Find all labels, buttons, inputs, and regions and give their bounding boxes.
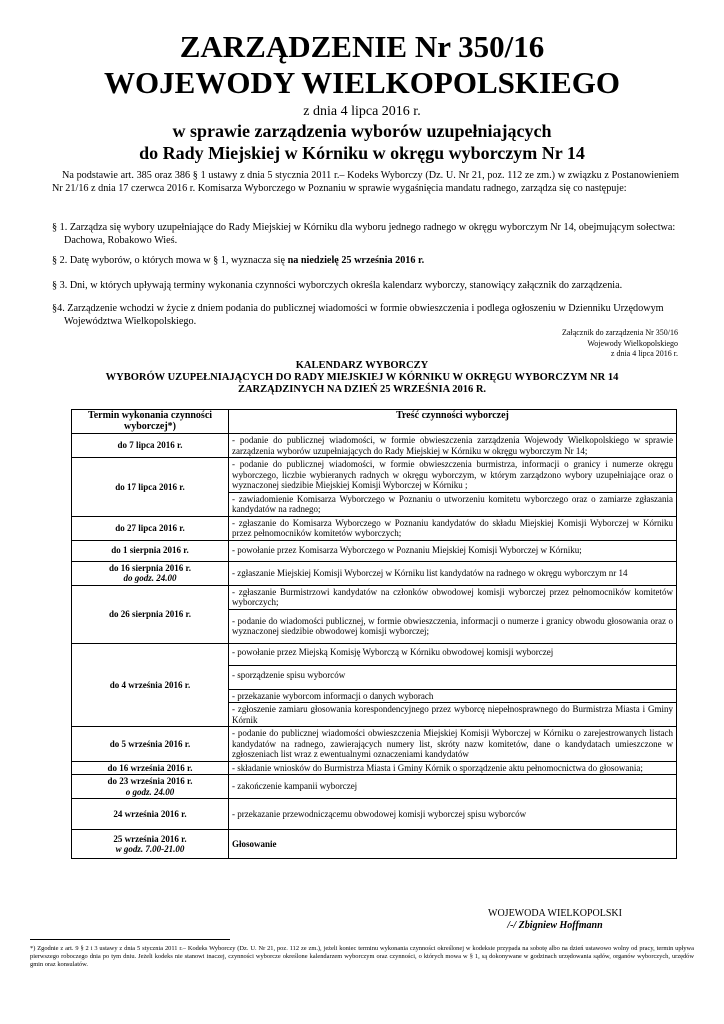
table-row	[72, 516, 677, 540]
subject-line-1: w sprawie zarządzenia wyborów uzupełniających	[172, 121, 552, 141]
paragraph-3: § 3. Dni, w których upływają terminy wykonania czynności wyborczych określa kalendarz wyborczy, stanowiący załącznik do zarządzenia.	[52, 280, 623, 291]
annex-line-2: Wojewody Wielkopolskiego	[587, 338, 678, 348]
footnote-divider	[30, 939, 230, 940]
table-row	[72, 434, 677, 458]
signature-block	[475, 908, 635, 932]
table-row	[72, 458, 677, 493]
activity-cell: - podanie do wiadomości publicznej, w formie obwieszczenia, informacji o numerze i granicy obwodu głosowania oraz o wyznaczonej siedzibie obwodowej komisji wyborczej;	[229, 609, 677, 643]
activity-cell: - zgłaszanie Burmistrzowi kandydatów na członków obwodowej komisji wyborczej przez pełnomocników komitetów wyborczych;	[229, 585, 677, 609]
intro-paragraph: Na podstawie art. 385 oraz 386 § 1 ustawy z dnia 5 stycznia 2011 r.– Kodeks Wyborczy (Dz. U. Nr 21, poz. 112 ze zm.) w związku z Postanowieniem Nr 21/16 z dnia 17 czerwca 2016 r. Komisarza Wyborczego w Poznaniu w sprawie wygaśnięcia mandatu radnego, zarządza się co następuje:	[52, 170, 679, 194]
table-row	[72, 830, 677, 859]
annex-note	[562, 328, 678, 360]
header-term: Termin wykonania czynności wyborczej*)	[72, 410, 229, 434]
table-row	[72, 799, 677, 830]
term-cell: do 1 sierpnia 2016 r.	[72, 540, 229, 561]
term-cell: do 7 lipca 2016 r.	[72, 434, 229, 458]
paragraph-1: § 1. Zarządza się wybory uzupełniające do Rady Miejskiej w Kórniku dla wyboru jednego radnego w okręgu wyborczym Nr 14, obejmującym sołectwa: Dachowa, Robakowo Wieś.	[52, 222, 676, 246]
signature-name: /-/ Zbigniew Hoffmann	[507, 920, 603, 931]
document-date: z dnia 4 lipca 2016 r.	[303, 104, 421, 119]
footnote: *) Zgodnie z art. 9 § 2 i 3 ustawy z dnia 5 stycznia 2011 r.– Kodeks Wyborczy (Dz. U. Nr 21, poz. 112 ze zm.), jeżeli koniec terminu wykonania czynności określonej w kodeksie przypada na sobotę albo na dzień ustawowo wolny od pracy, termin upływa pierwszego roboczego dnia po tym dniu. Jeżeli kodeks nie stanowi inaczej, czynności wyborcze określone kalendarzem wyborczym oraz czynności, o których mowa w § 1, są dokonywane w godzinach urzędowania sądów, organów wyborczych, urzędów gmin oraz konsulatów.	[30, 945, 694, 968]
calendar-title-3: ZARZĄDZINYCH NA DZIEŃ 25 WRZEŚNIA 2016 R.	[237, 384, 487, 395]
table-row	[72, 561, 677, 585]
election-date: na niedzielę 25 września 2016 r.	[287, 255, 425, 266]
term-cell	[72, 830, 229, 859]
table-row	[72, 643, 677, 666]
paragraph-2-text: § 2. Datę wyborów, o których mowa w § 1, wyznacza się	[52, 255, 288, 266]
annex-line-3: z dnia 4 lipca 2016 r.	[610, 349, 678, 358]
calendar-table	[71, 409, 677, 859]
activity-cell: - powołanie przez Miejską Komisję Wyborczą w Kórniku obwodowej komisji wyborczej	[229, 643, 677, 666]
activity-cell: - zgłoszenie zamiaru głosowania korespondencyjnego przez wyborcę niepełnosprawnego do Burmistrza Miasta i Gminy Kórnik	[229, 703, 677, 727]
activity-cell: - podanie do publicznej wiadomości, w formie obwieszczenia zarządzenia Wojewody Wielkopolskiego w sprawie zarządzenia wyborów uzupełniających do Rady Miejskiej w Kórniku w okręgu wyborczym Nr 14;	[229, 434, 677, 458]
signature-office: WOJEWODA WIELKOPOLSKI	[488, 908, 622, 919]
title-line-1: ZARZĄDZENIE Nr 350/16	[179, 29, 545, 64]
table-row	[72, 761, 677, 775]
term-cell: do 26 sierpnia 2016 r.	[72, 585, 229, 643]
subject-line-2: do Rady Miejskiej w Kórniku w okręgu wyborczym Nr 14	[139, 143, 585, 163]
activity-cell: - powołanie przez Komisarza Wyborczego w Poznaniu Miejskiej Komisji Wyborczej w Kórniku;	[229, 540, 677, 561]
table-row	[72, 540, 677, 561]
term-cell: do 5 września 2016 r.	[72, 727, 229, 762]
activity-cell: - składanie wniosków do Burmistrza Miasta i Gminy Kórnik o sporządzenie aktu pełnomocnictwa do głosowania;	[229, 761, 677, 775]
term-cell: do 4 września 2016 r.	[72, 643, 229, 727]
table-row	[72, 727, 677, 762]
term-date: do 16 sierpnia 2016 r.	[109, 562, 191, 573]
calendar-title-1: KALENDARZ WYBORCZY	[295, 360, 429, 371]
activity-cell: - przekazanie przewodniczącemu obwodowej komisji wyborczej spisu wyborców	[229, 799, 677, 830]
activity-cell: - przekazanie wyborcom informacji o danych wyborach	[229, 689, 677, 703]
term-cell: 24 września 2016 r.	[72, 799, 229, 830]
term-cell: do 16 września 2016 r.	[72, 761, 229, 775]
header-activity: Treść czynności wyborczej	[229, 410, 677, 434]
activity-cell: - zakończenie kampanii wyborczej	[229, 775, 677, 799]
table-header-row	[72, 410, 677, 434]
term-time: w godz. 7.00-21.00	[115, 844, 185, 854]
activity-cell: - podanie do publicznej wiadomości obwieszczenia Miejskiej Komisji Wyborczej w Kórniku o zarejestrowanych listach kandydatów na radnego, zawierających numery list, skróty nazw komitetów, dane o kandydatach umieszczone w zgłoszeniach list wraz z ewentualnymi oznaczeniami kandydatów	[229, 727, 677, 762]
annex-line-1: Załącznik do zarządzenia Nr 350/16	[562, 328, 678, 337]
activity-cell: - zawiadomienie Komisarza Wyborczego w Poznaniu o utworzeniu komitetu wyborczego oraz o zamiarze zgłaszania kandydatów na radnego;	[229, 492, 677, 516]
term-time: o godz. 24.00	[125, 786, 175, 797]
term-time: do godz. 24.00	[123, 573, 177, 583]
term-cell	[72, 775, 229, 799]
term-cell	[72, 561, 229, 585]
table-row	[72, 775, 677, 799]
term-cell: do 17 lipca 2016 r.	[72, 458, 229, 517]
activity-cell: - zgłaszanie do Komisarza Wyborczego w Poznaniu kandydatów do składu Miejskiej Komisji Wyborczej w Kórniku przez pełnomocników komitetów wyborczych;	[229, 516, 677, 540]
activity-cell: - zgłaszanie Miejskiej Komisji Wyborczej w Kórniku list kandydatów na radnego w okręgu wyborczym nr 14	[229, 561, 677, 585]
term-cell: do 27 lipca 2016 r.	[72, 516, 229, 540]
activity-cell: - sporządzenie spisu wyborców	[229, 666, 677, 690]
term-date: do 23 września 2016 r.	[107, 776, 193, 786]
paragraph-2	[52, 255, 679, 268]
term-date: 25 września 2016 r.	[113, 833, 187, 844]
activity-cell: - podanie do publicznej wiadomości, w formie obwieszczenia burmistrza, informacji o granicy i numerze okręgu wyborczego, liczbie wybieranych radnych w okręgu wyborczym, w którym zarządzono wybory uzupełniające oraz o wyznaczonej siedzibie Miejskiej Komisji Wyborczej w Kórniku ;	[229, 458, 677, 493]
paragraph-4: §4. Zarządzenie wchodzi w życie z dniem podania do publicznej wiadomości w formie obwieszczenia i podlega ogłoszeniu w Dzienniku Urzędowym Województwa Wielkopolskiego.	[52, 303, 664, 327]
table-row	[72, 585, 677, 609]
calendar-title-2: WYBORÓW UZUPEŁNIAJĄCYCH DO RADY MIEJSKIEJ W KÓRNIKU W OKRĘGU WYBORCZYM NR 14	[105, 372, 619, 383]
title-line-2: WOJEWODY WIELKOPOLSKIEGO	[104, 65, 620, 100]
activity-cell: Głosowanie	[229, 830, 677, 859]
